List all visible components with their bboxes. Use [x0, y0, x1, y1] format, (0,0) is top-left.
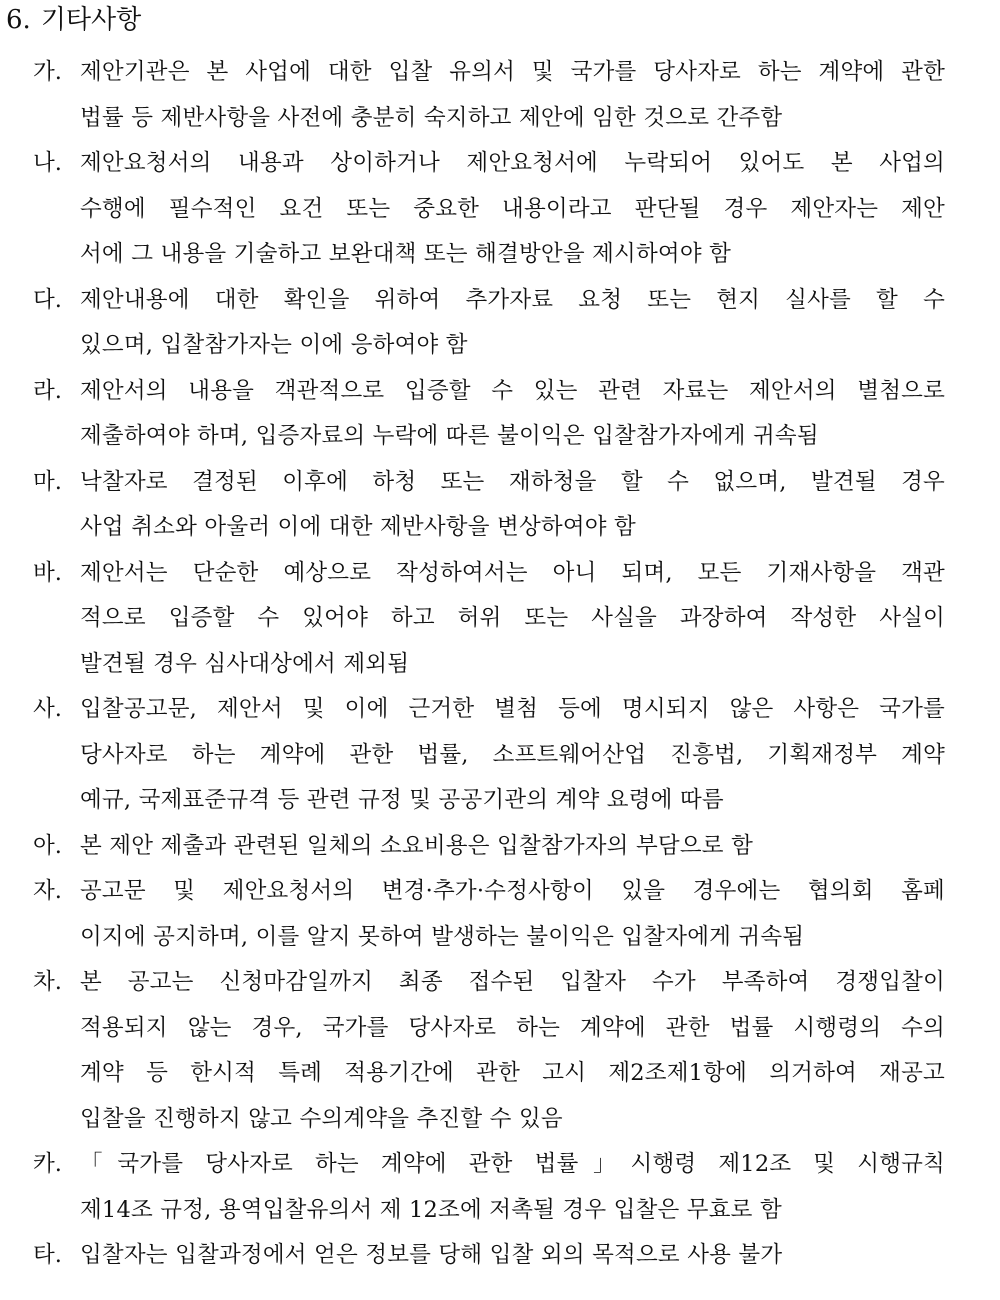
list-item-text-line: 제14조 규정, 용역입찰유의서 제 12조에 저촉될 경우 입찰은 무효로 함	[80, 1196, 782, 1223]
section-number: 6.	[6, 5, 31, 35]
list-item-marker: 나.	[33, 150, 62, 176]
list-item	[0, 869, 1000, 960]
list-item	[0, 141, 1000, 278]
list-item-marker: 차.	[33, 969, 62, 995]
list-item-marker: 자.	[33, 878, 62, 904]
list-item-marker: 마.	[33, 468, 62, 495]
list-item-text-line: 예규, 국제표준규격 등 관련 규정 및 공공기관의 계약 요령에 따름	[80, 787, 724, 813]
list-item-text-line: 제안서의 내용을 객관적으로 입증할 수 있는 관련 자료는 제안서의 별첨으로	[80, 377, 945, 404]
list-item-marker: 아.	[33, 832, 62, 859]
list-item-text-line: 입찰공고문, 제안서 및 이에 근거한 별첨 등에 명시되지 않은 사항은 국가를	[80, 696, 945, 722]
section-title: 기타사항	[40, 5, 142, 35]
list-item-text-line: 제안서는 단순한 예상으로 작성하여서는 아니 되며, 모든 기재사항을 객관	[80, 559, 945, 586]
list-item-text-line: 낙찰자로 결정된 이후에 하청 또는 재하청을 할 수 없으며, 발견될 경우	[80, 468, 945, 495]
list-item-text-line: 법률 등 제반사항을 사전에 충분히 숙지하고 제안에 임한 것으로 간주함	[80, 104, 783, 131]
list-item-text-line: 사업 취소와 아울러 이에 대한 제반사항을 변상하여야 함	[80, 514, 636, 540]
list-item	[0, 960, 1000, 1142]
list-item-marker: 다.	[33, 286, 62, 313]
list-item-marker: 사.	[33, 696, 62, 722]
list-item-marker: 가.	[33, 59, 62, 85]
list-item-text-line: 있으며, 입찰참가자는 이에 응하여야 함	[80, 332, 468, 358]
list-item	[0, 1142, 1000, 1233]
list-item-text-line: 계약 등 한시적 특례 적용기간에 관한 고시 제2조제1항에 의거하여 재공고	[80, 1060, 945, 1086]
list-item-text-line: 발견될 경우 심사대상에서 제외됨	[80, 650, 410, 677]
list-item-marker: 카.	[33, 1151, 62, 1177]
list-item-text-line: 제안기관은 본 사업에 대한 입찰 유의서 및 국가를 당사자로 하는 계약에 관한	[80, 59, 945, 85]
list-item-text-line: 제안요청서의 내용과 상이하거나 제안요청서에 누락되어 있어도 본 사업의	[80, 150, 945, 176]
list-item-text-line: 당사자로 하는 계약에 관한 법률, 소프트웨어산업 진흥법, 기획재정부 계약	[80, 741, 945, 768]
item-list	[0, 50, 1000, 1279]
list-item-text-line: 적으로 입증할 수 있어야 하고 허위 또는 사실을 과장하여 작성한 사실이	[80, 605, 945, 631]
list-item-text-line: 제출하여야 하며, 입증자료의 누락에 따른 불이익은 입찰참가자에게 귀속됨	[80, 423, 819, 449]
list-item-marker: 바.	[33, 559, 62, 586]
list-item-text-line: 이지에 공지하며, 이를 알지 못하여 발생하는 불이익은 입찰자에게 귀속됨	[80, 923, 805, 950]
list-item-text-line: 본 공고는 신청마감일까지 최종 접수된 입찰자 수가 부족하여 경쟁입찰이	[80, 969, 945, 995]
section-heading	[6, 2, 141, 38]
list-item-text-line: 입찰을 진행하지 않고 수의계약을 추진할 수 있음	[80, 1105, 563, 1132]
list-item-marker: 타.	[33, 1242, 62, 1268]
list-item-marker: 라.	[33, 377, 62, 404]
list-item	[0, 278, 1000, 369]
list-item	[0, 824, 1000, 870]
list-item	[0, 551, 1000, 688]
list-item-text-line: 「국가를 당사자로 하는 계약에 관한 법률」시행령 제12조 및 시행규칙	[80, 1151, 945, 1177]
list-item	[0, 369, 1000, 460]
list-item-text-line: 적용되지 않는 경우, 국가를 당사자로 하는 계약에 관한 법률 시행령의 수의	[80, 1014, 945, 1041]
list-item-text-line: 수행에 필수적인 요건 또는 중요한 내용이라고 판단될 경우 제안자는 제안	[80, 195, 945, 222]
list-item-text-line: 제안내용에 대한 확인을 위하여 추가자료 요청 또는 현지 실사를 할 수	[80, 286, 945, 313]
list-item	[0, 1233, 1000, 1279]
list-item	[0, 687, 1000, 824]
list-item	[0, 50, 1000, 141]
list-item-text-line: 공고문 및 제안요청서의 변경·추가·수정사항이 있을 경우에는 협의회 홈페	[80, 878, 945, 904]
list-item-text-line: 서에 그 내용을 기술하고 보완대책 또는 해결방안을 제시하여야 함	[80, 241, 732, 267]
list-item-text-line: 입찰자는 입찰과정에서 얻은 정보를 당해 입찰 외의 목적으로 사용 불가	[80, 1242, 783, 1268]
list-item-text-line: 본 제안 제출과 관련된 일체의 소요비용은 입찰참가자의 부담으로 함	[80, 832, 753, 859]
list-item	[0, 460, 1000, 551]
